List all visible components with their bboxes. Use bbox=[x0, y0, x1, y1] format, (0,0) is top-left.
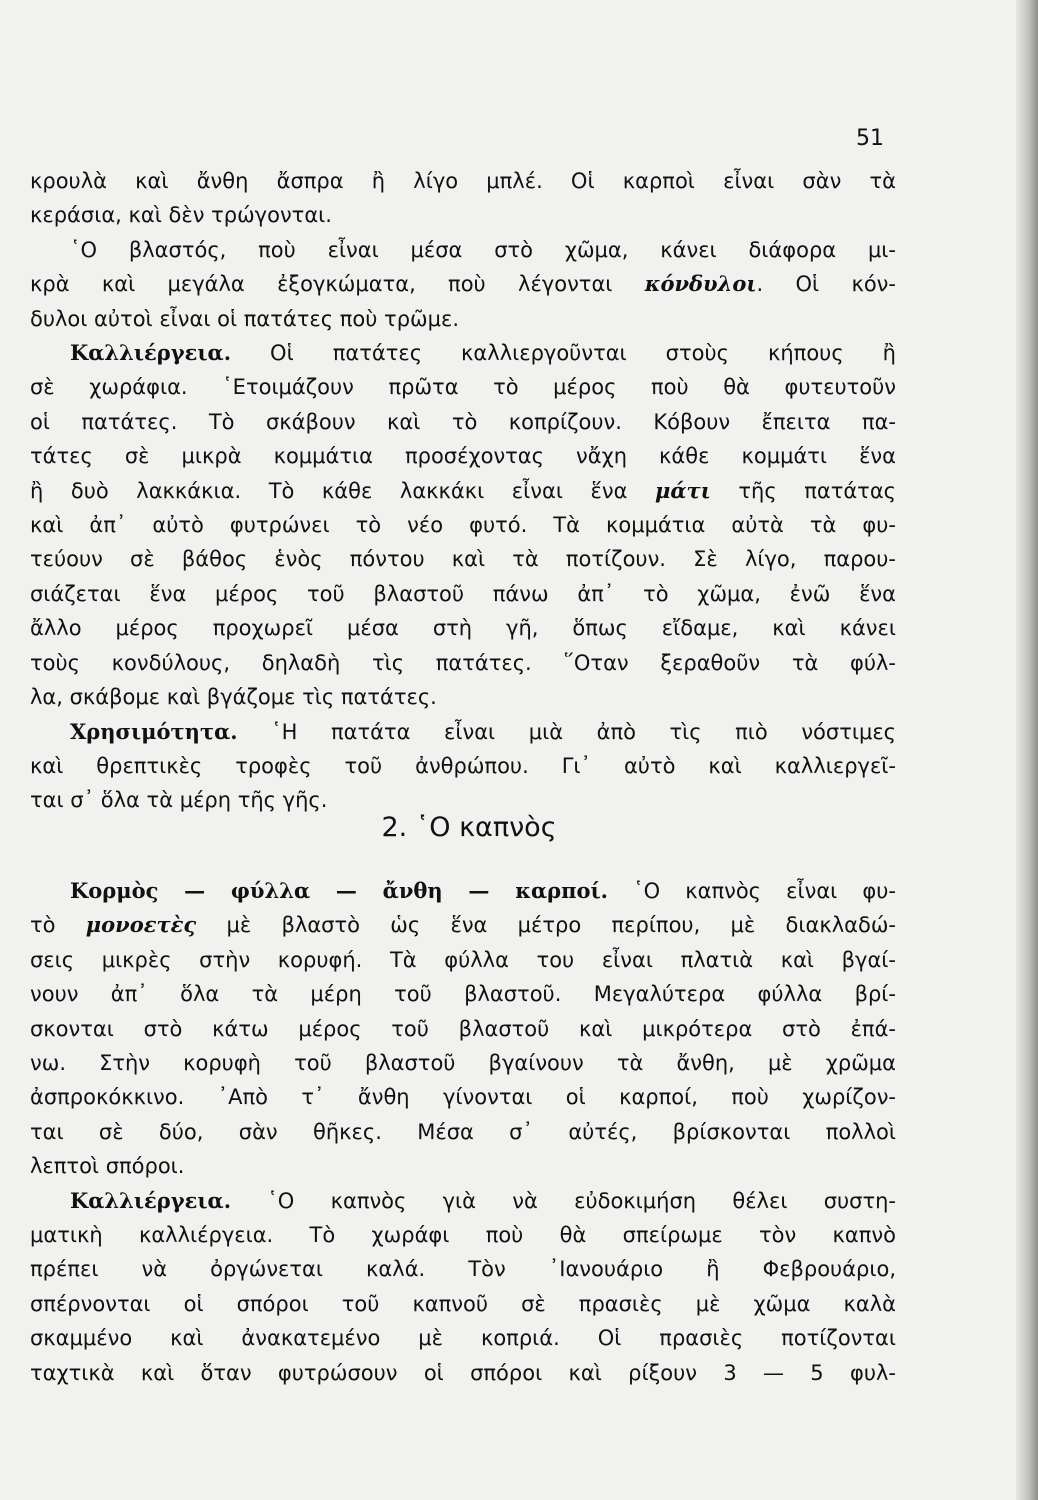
page-number: 51 bbox=[856, 126, 884, 151]
tobacco-text-block bbox=[30, 874, 896, 1390]
text-line: ται σὲ δύο, σὰν θῆκες. Μέσα σ᾽ αὐτές, βρίσκονται πολλοὶ bbox=[30, 1119, 896, 1144]
page-edge-shadow bbox=[1016, 0, 1038, 1500]
text-line: ἀσπροκόκκινο. ᾽Απὸ τ᾽ ἄνθη γίνονται οἱ καρποί, ποὺ χωρίζον- bbox=[30, 1085, 896, 1110]
text-line: κεράσια, καὶ δὲν τρώγονται. bbox=[30, 203, 332, 228]
text-line bbox=[30, 474, 896, 508]
text-line: νω. Στὴν κορυφὴ τοῦ βλαστοῦ βγαίνουν τὰ ἄνθη, μὲ χρῶμα bbox=[30, 1051, 896, 1076]
bold-term: Κορμὸς — φύλλα — ἄνθη — καρποί. bbox=[70, 878, 608, 903]
text-line: τάτες σὲ μικρὰ κομμάτια προσέχοντας νἄχη κάθε κομμάτι ἕνα bbox=[30, 444, 896, 469]
text-line: κρουλὰ καὶ ἄνθη ἄσπρα ἢ λίγο μπλέ. Οἱ καρποὶ εἶναι σὰν τὰ bbox=[30, 169, 896, 193]
text-line: πρέπει νὰ ὀργώνεται καλά. Τὸν ᾽Ιανουάριο ἢ Φεβρουάριο, bbox=[30, 1257, 896, 1282]
text-line: νουν ἀπ᾽ ὅλα τὰ μέρη τοῦ βλαστοῦ. Μεγαλύτερα φύλλα βρί- bbox=[30, 982, 896, 1007]
bold-term: Χρησιμότητα. bbox=[70, 718, 238, 744]
text-fragment: . Οἱ κόν- bbox=[756, 272, 896, 297]
emphasized-term: μάτι bbox=[654, 477, 711, 503]
emphasized-term: μονοετὲς bbox=[85, 912, 197, 938]
text-line bbox=[30, 908, 896, 942]
text-line: σκαμμένο καὶ ἀνακατεμένο μὲ κοπριά. Οἱ πρασιὲς ποτίζονται bbox=[30, 1326, 896, 1351]
text-line bbox=[30, 1184, 896, 1218]
text-line: σκονται στὸ κάτω μέρος τοῦ βλαστοῦ καὶ μικρότερα στὸ ἐπά- bbox=[30, 1016, 896, 1041]
text-fragment: Οἱ πατάτες καλλιεργοῦνται στοὺς κήπους ἢ bbox=[231, 341, 896, 366]
emphasized-term: κόνδυλοι bbox=[644, 271, 757, 297]
text-fragment: ἢ δυὸ λακκάκια. Τὸ κάθε λακκάκι εἶναι ἕνα bbox=[30, 478, 655, 503]
text-line: ται σ᾽ ὅλα τὰ μέρη τῆς γῆς. bbox=[30, 788, 328, 813]
text-line: σὲ χωράφια. ῾Ετοιμάζουν πρῶτα τὸ μέρος ποὺ θὰ φυτευτοῦν bbox=[30, 375, 896, 400]
text-line bbox=[30, 336, 896, 370]
text-line bbox=[30, 715, 896, 749]
bold-term: Καλλιέργεια. bbox=[70, 340, 232, 366]
text-line bbox=[30, 874, 896, 908]
text-line: λα, σκάβομε καὶ βγάζομε τὶς πατάτες. bbox=[30, 685, 437, 710]
section-heading: 2. ῾Ο καπνὸς bbox=[381, 812, 557, 843]
text-line bbox=[30, 267, 896, 301]
text-line: τεύουν σὲ βάθος ἑνὸς πόντου καὶ τὰ ποτίζουν. Σὲ λίγο, παρου- bbox=[30, 547, 896, 572]
bold-term: Καλλιέργεια. bbox=[70, 1187, 232, 1213]
text-line: καὶ ἀπ᾽ αὐτὸ φυτρώνει τὸ νέο φυτό. Τὰ κομμάτια αὐτὰ τὰ φυ- bbox=[30, 513, 896, 538]
text-fragment: κρὰ καὶ μεγάλα ἐξογκώματα, ποὺ λέγονται bbox=[30, 272, 645, 297]
text-fragment: ῾Η πατάτα εἶναι μιὰ ἀπὸ τὶς πιὸ νόστιμες bbox=[237, 719, 896, 744]
text-line: δυλοι αὐτοὶ εἶναι οἱ πατάτες ποὺ τρῶμε. bbox=[30, 306, 459, 331]
text-line: οἱ πατάτες. Τὸ σκάβουν καὶ τὸ κοπρίζουν. Κόβουν ἔπειτα πα- bbox=[30, 409, 896, 434]
text-line: σπέρνονται οἱ σπόροι τοῦ καπνοῦ σὲ πρασιὲς μὲ χῶμα καλὰ bbox=[30, 1291, 896, 1316]
text-line: καὶ θρεπτικὲς τροφὲς τοῦ ἀνθρώπου. Γι᾽ αὐτὸ καὶ καλλιεργεῖ- bbox=[30, 753, 896, 778]
text-fragment: ῾Ο καπνὸς εἶναι φυ- bbox=[607, 879, 896, 903]
potato-text-block bbox=[30, 164, 896, 818]
text-line: ταχτικὰ καὶ ὅταν φυτρώσουν οἱ σπόροι καὶ ρίξουν 3 — 5 φυλ- bbox=[30, 1360, 896, 1385]
text-fragment: τῆς πατάτας bbox=[710, 478, 896, 503]
text-fragment: ῾Ο καπνὸς γιὰ νὰ εὐδοκιμήση θέλει συστη- bbox=[231, 1188, 896, 1213]
text-line: ἄλλο μέρος προχωρεῖ μέσα στὴ γῆ, ὅπως εἴδαμε, καὶ κάνει bbox=[30, 616, 896, 641]
text-line: σεις μικρὲς στὴν κορυφή. Τὰ φύλλα του εἶναι πλατιὰ καὶ βγαί- bbox=[30, 947, 896, 972]
text-line: σιάζεται ἕνα μέρος τοῦ βλαστοῦ πάνω ἀπ᾽ τὸ χῶμα, ἐνῶ ἕνα bbox=[30, 581, 896, 606]
text-line: λεπτοὶ σπόροι. bbox=[30, 1154, 185, 1179]
text-line: τοὺς κονδύλους, δηλαδὴ τὶς πατάτες. ῞Οταν ξεραθοῦν τὰ φύλ- bbox=[30, 650, 896, 675]
text-fragment: μὲ βλαστὸ ὡς ἕνα μέτρο περίπου, μὲ διακλαδώ- bbox=[196, 913, 897, 938]
text-line: ῾Ο βλαστός, ποὺ εἶναι μέσα στὸ χῶμα, κάνει διάφορα μι- bbox=[70, 237, 896, 262]
text-line: ματικὴ καλλιέργεια. Τὸ χωράφι ποὺ θὰ σπείρωμε τὸν καπνὸ bbox=[30, 1223, 896, 1248]
text-fragment: τὸ bbox=[30, 913, 86, 938]
